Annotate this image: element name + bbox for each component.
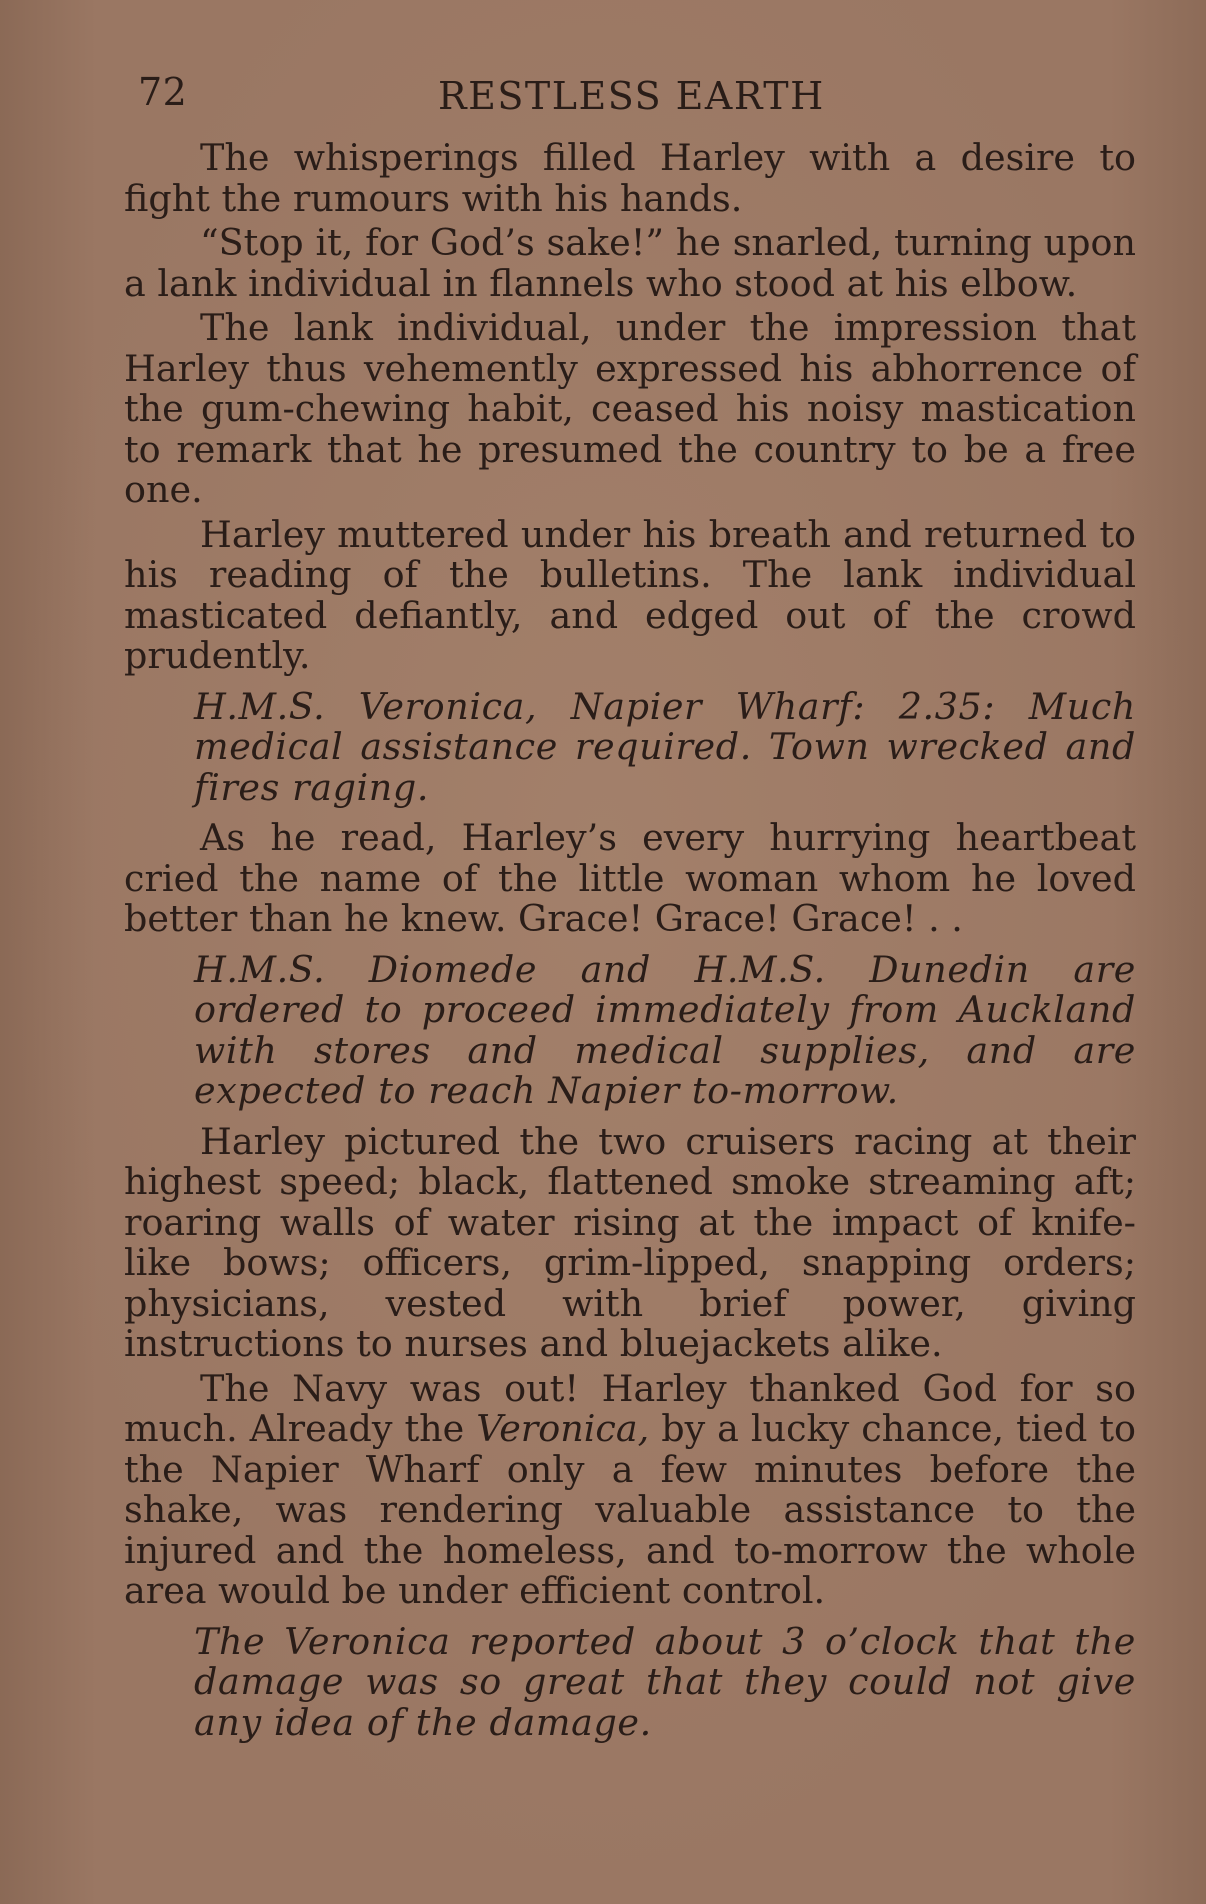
paragraph: Harley muttered under his breath and returned to his reading of the bulletins. The lank individual masticated defiantly, and edged out of the crowd prudently. [124,512,1136,677]
bulletin-paragraph: The Veronica reported about 3 o’clock that the damage was so great that they could not give any idea of the damage. [194,1619,1136,1744]
paragraph: The lank individual, under the impression that Harley thus vehemently expressed his abhorrence of the gum-chewing habit, ceased his noisy mastication to remark that he presumed the country to be a free one. [124,306,1136,511]
paragraph: “Stop it, for God’s sake!” he snarled, turning upon a lank individual in flannels who stood at his elbow. [124,221,1136,305]
paragraph: Harley pictured the two cruisers racing at their highest speed; black, flattened smoke streaming aft; roaring walls of water rising at the impact of knife-like bows; officers, grim-lipped, snapping orders; physicians, vested with brief power, giving instructions to nurses and bluejackets alike. [124,1119,1136,1365]
paragraph: As he read, Harley’s every hurrying heartbeat cried the name of the little woman whom he loved better than he knew. Grace! Grace! Grace! . . [124,816,1136,940]
bulletin-paragraph: H.M.S. Veronica, Napier Wharf: 2.35: Much medical assistance required. Town wrecked and fires raging. [194,684,1136,809]
paragraph [124,1366,1136,1612]
page-header [138,70,1128,120]
page-number: 72 [138,70,188,114]
page-body [124,138,1136,1753]
paragraph-text: by a lucky chance, tied to the Napier Wharf only a few minutes before the shake, was rendering valuable assistance to the injured and the homeless, and to-morrow the whole area would be under efficient control. [124,1407,1136,1612]
paragraph: The whisperings filled Harley with a desire to fight the rumours with his hands. [124,136,1136,220]
bulletin-paragraph: H.M.S. Diomede and H.M.S. Dunedin are ordered to proceed immediately from Auckland with stores and medical supplies, and are expected to reach Napier to-morrow. [194,947,1136,1112]
paragraph-text: The Navy was out! Harley thanked God for so much. Already the [124,1366,1136,1450]
running-title: RESTLESS EARTH [438,74,825,118]
ship-name: Veronica, [476,1407,650,1450]
